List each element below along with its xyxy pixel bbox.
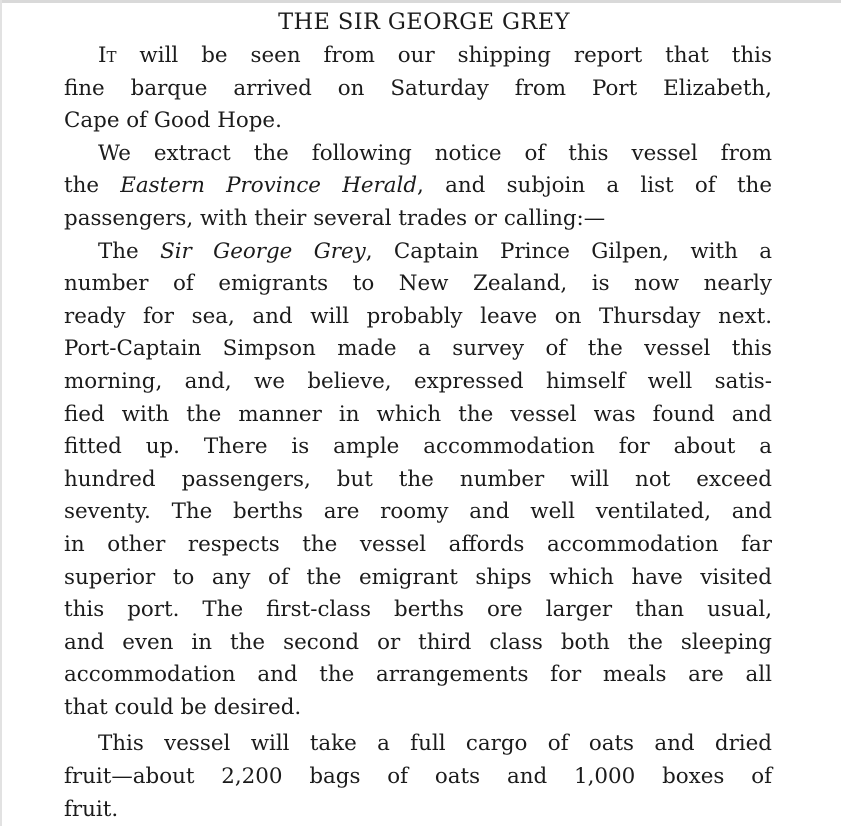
article-column (64, 4, 772, 826)
paragraph-3-line-8: hundred passengers, but the number will not exceed (64, 466, 772, 492)
paragraph-3-line-6: fied with the manner in which the vessel was found and (64, 401, 772, 427)
paragraph-2-line-3: passengers, with their several trades or calling:— (64, 205, 606, 231)
paragraph-3-line-11: superior to any of the emigrant ships which have visited (64, 564, 772, 590)
paragraph-3-line-9: seventy. The berths are roomy and well ventilated, and (64, 499, 772, 525)
paragraph-3-line-7: fitted up. There is ample accommodation for about a (64, 434, 772, 460)
top-border (0, 0, 841, 3)
paragraph-4-line-3: fruit. (64, 796, 119, 822)
paragraph-3-line-15: that could be desired. (64, 694, 302, 720)
article-title: THE SIR GEORGE GREY (278, 9, 570, 35)
paragraph-3-line-4: Port-Captain Simpson made a survey of the vessel this (64, 336, 772, 362)
paragraph-3-line-3: ready for sea, and will probably leave on Thursday next. (64, 303, 772, 329)
paragraph-1 (64, 40, 772, 138)
left-border (0, 0, 2, 826)
paragraph-4-line-2: fruit—about 2,200 bags of oats and 1,000 boxes of (64, 764, 772, 790)
paragraph-3-line-14: accommodation and the arrangements for meals are all (64, 662, 772, 688)
paragraph-3-line-2: number of emigrants to New Zealand, is now nearly (64, 271, 772, 297)
paragraph-2-line-2-text: the Eastern Province Herald, and subjoin a list of the (64, 173, 772, 199)
paragraph-2-line-2 (64, 170, 772, 203)
paragraph-4 (64, 728, 772, 826)
paragraph-4-line-1: This vessel will take a full cargo of oats and dried (98, 731, 772, 757)
paragraph-3-line-1: The Sir George Grey, Captain Prince Gilpen, with a (98, 238, 772, 264)
paragraph-3-line-12: this port. The first-class berths ore larger than usual, (64, 597, 772, 623)
paragraph-1-line-1: It will be seen from our shipping report that this (98, 43, 772, 68)
paragraph-2-line-1: We extract the following notice of this vessel from (98, 140, 772, 166)
paragraph-3-line-10: in other respects the vessel affords accommodation far (64, 531, 772, 557)
paragraph-1-line-2: fine barque arrived on Saturday from Port Elizabeth, (64, 75, 772, 101)
paragraph-3 (64, 236, 772, 725)
paragraph-3-line-13: and even in the second or third class both the sleeping (64, 629, 772, 655)
paragraph-2 (64, 138, 772, 236)
paragraph-1-line-3: Cape of Good Hope. (64, 108, 282, 134)
paragraph-3-line-5: morning, and, we believe, expressed himself well satis- (64, 368, 772, 394)
